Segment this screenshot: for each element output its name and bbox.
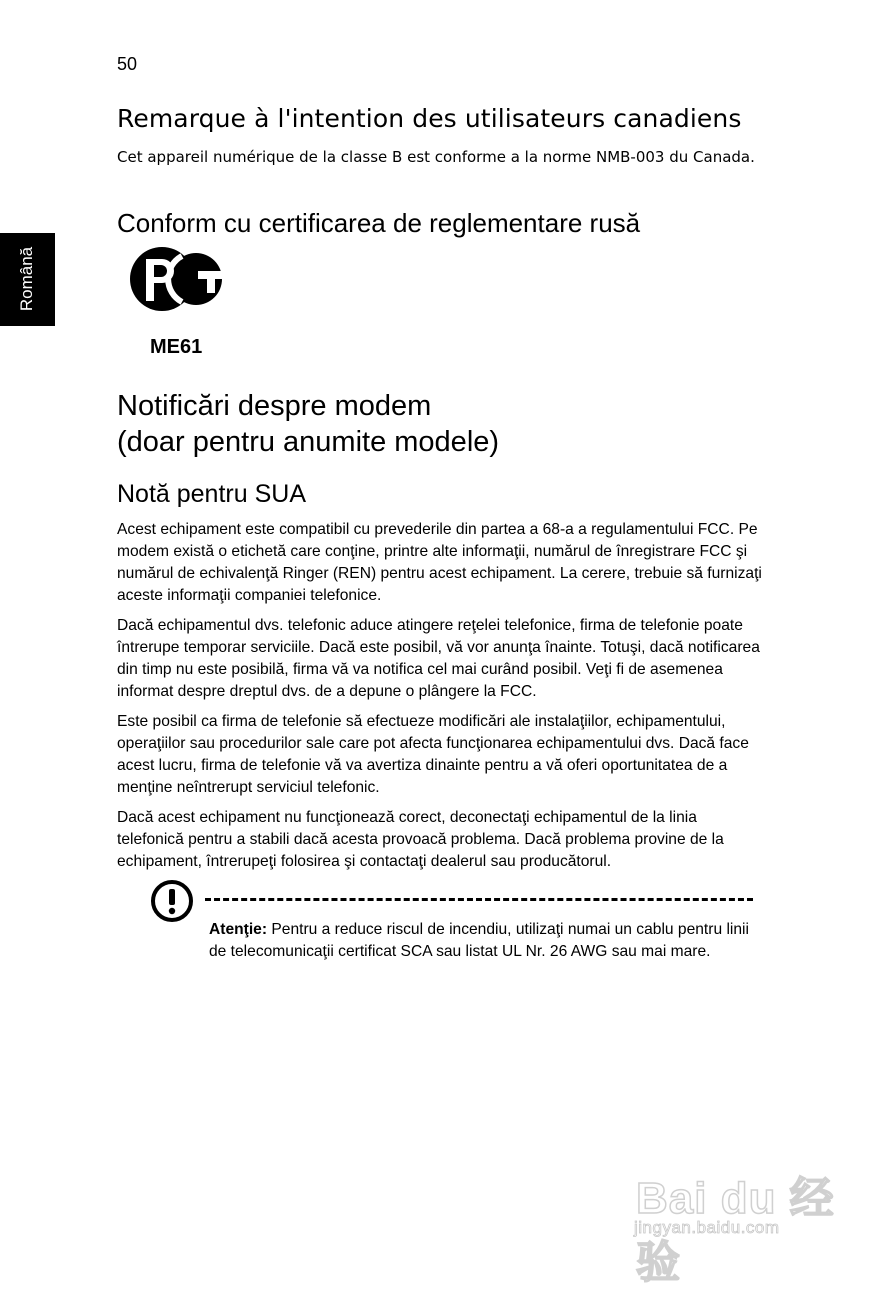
modem-heading [117, 388, 499, 460]
exclamation-circle-icon [150, 879, 194, 923]
canada-heading: Remarque à l'intention des utilisateurs canadiens [117, 104, 742, 133]
watermark-url: jingyan.baidu.com [634, 1218, 780, 1237]
modem-heading-line1: Notificări despre modem [117, 390, 432, 422]
usa-subheading: Notă pentru SUA [117, 480, 306, 508]
warning-text [209, 919, 749, 963]
watermark-brand: Bai du 经验 [636, 1174, 835, 1287]
warning-label: Atenţie: [209, 921, 268, 938]
language-side-tab [0, 233, 55, 326]
warning-divider [205, 898, 753, 901]
baidu-watermark [628, 1148, 848, 1287]
language-side-tab-label: Română [17, 246, 36, 312]
paragraph-changes: Este posibil ca firma de telefonie să efectueze modificări ale instalaţiilor, echipamentului, operaţiilor sau procedurilor sale care pot afecta funcţionarea echipamentului dvs. Dacă face acest lucru, firma de telefonie vă va avertiza dinainte pentru a vă oferi oportunitatea de a menţine neîntrerupt serviciul telefonic. [117, 713, 749, 796]
paragraph-fcc: Acest echipament este compatibil cu prevederile din partea a 68-a a regulamentului FCC. Pe modem există o etichetă care conţine, printre alte informaţii, numărul de înregistrare FCC şi numărul de echivalenţă Ringer (REN) pentru acest echipament. La cerere, trebuie să furnizaţi aceste informaţii companiei telefonice. [117, 521, 762, 604]
warning-body: Pentru a reduce riscul de incendiu, utilizaţi numai un cablu pentru linii de telecomunicaţii certificat SCA sau listat UL Nr. 26 AWG sau mai mare. [209, 921, 749, 960]
canada-text: Cet appareil numérique de la classe B est conforme a la norme NMB-003 du Canada. [117, 148, 755, 166]
pct-certification-mark-icon [128, 244, 228, 314]
usa-body [117, 519, 767, 881]
paragraph-malfunction: Dacă acest echipament nu funcţionează corect, deconectaţi echipamentul de la linia telefonică pentru a stabili dacă acesta provoacă problema. Dacă problema provine de la echipament, întrerupeţi folosirea şi contactaţi dealerul sau producătorul. [117, 809, 724, 870]
page-number: 50 [117, 54, 138, 74]
russia-heading: Conform cu certificarea de reglementare rusă [117, 208, 641, 238]
modem-heading-line2: (doar pentru anumite modele) [117, 426, 500, 458]
paragraph-network-harm: Dacă echipamentul dvs. telefonic aduce atingere reţelei telefonice, firma de telefonie poate întrerupe temporar serviciile. Dacă este posibil, vă vor anunţa înainte. Totuşi, dacă notificarea din timp nu este posibilă, firma vă va notifica cel mai curând posibil. Veţi fi de asemenea informat despre dreptul dvs. de a depune o plângere la FCC. [117, 617, 760, 700]
russia-certification-code: ME61 [150, 336, 203, 358]
